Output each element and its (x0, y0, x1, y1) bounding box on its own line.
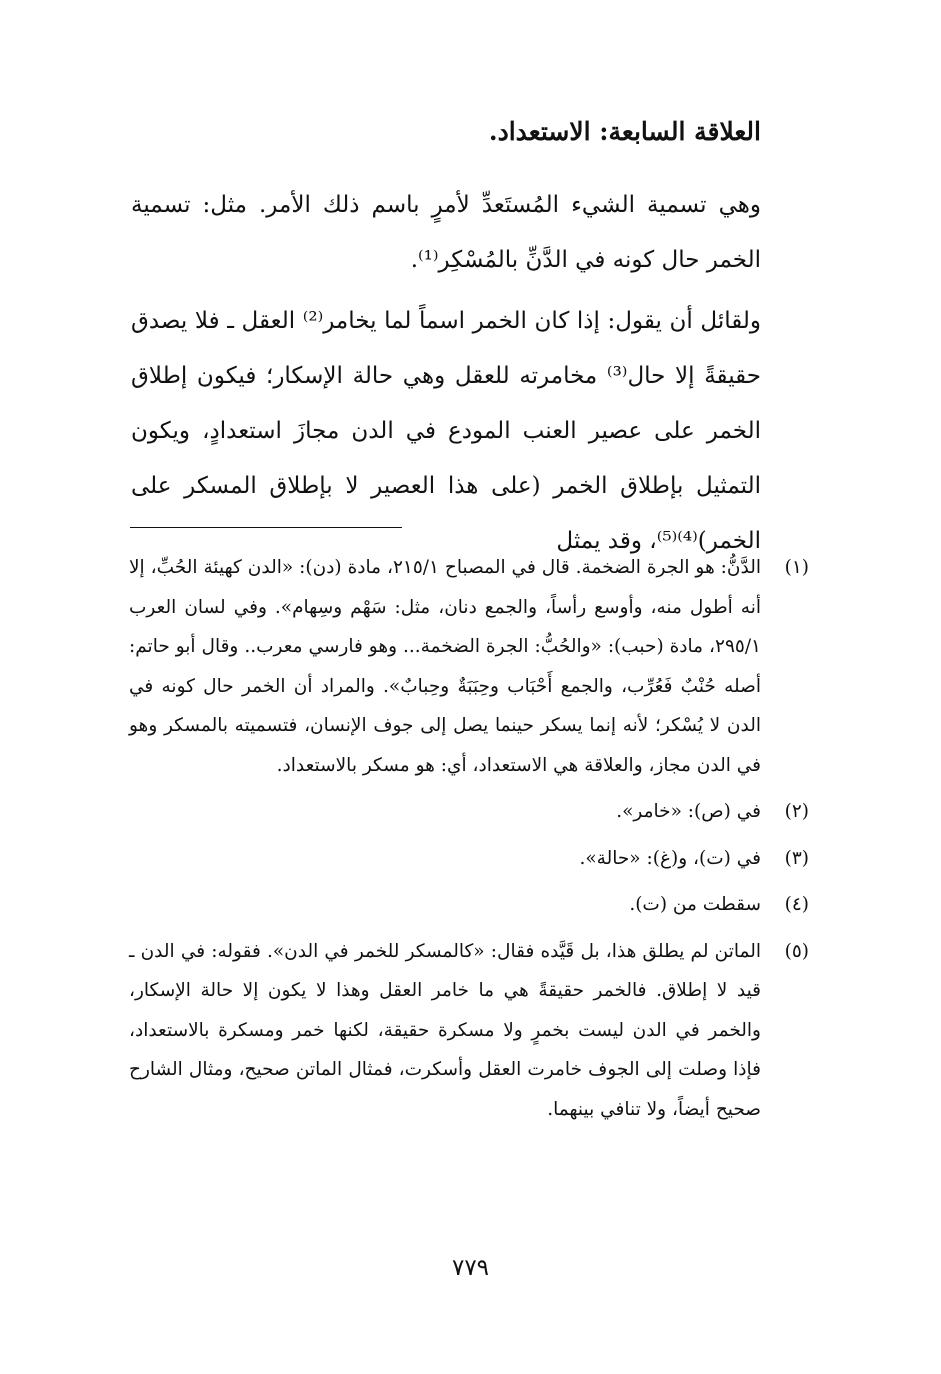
footnote-number: (٥) (784, 940, 809, 962)
footnote-5 (129, 932, 809, 1130)
body-paragraph-1: وهي تسمية الشيء المُستَعدِّ لأمرٍ باسم ذلك الأمر. مثل: تسمية الخمر حال كونه في الدَّنِّ بالمُسْكِر⁽¹⁾. (131, 192, 761, 273)
footnote-4 (129, 885, 809, 925)
footnotes-list (129, 548, 809, 1136)
footnote-number: (٣) (784, 847, 809, 869)
section-heading: العلاقة السابعة: الاستعداد. (488, 117, 761, 146)
footnote-3 (129, 839, 809, 879)
footnote-number: (١) (784, 557, 809, 578)
footnote-1 (129, 548, 809, 785)
footnote-text: الدَّنُّ: هو الجرة الضخمة. قال في المصباح ٢١٥/١، مادة (دن): «الدن كهيئة الحُبِّ، إلا أنه أطول منه، وأوسع رأساً، والجمع دنان، مثل: سَهْم وسِهام». وفي لسان العرب ٢٩٥/١، مادة (حبب): «والحُبُّ: الجرة الضخمة... وهو فارسي معرب.. وقال أبو حاتم: أصله حُنْبٌ فَعُرِّب، والجمع أَحْبَاب وحِبَبَةٌ وحِبابٌ». والمراد أن الخمر حال كونه في الدن لا يُسْكر؛ لأنه إنما يسكر حينما يصل إلى جوف الإنسان، فتسميته بالمسكر وهو في الدن مجاز، والعلاقة هي الاستعداد، أي: هو مسكر بالاستعداد. (129, 557, 761, 776)
page-number: ٧٧٩ (451, 1255, 490, 1281)
footnote-separator (130, 527, 402, 528)
body-paragraph-2: ولقائل أن يقول: إذا كان الخمر اسماً لما يخامر⁽²⁾ العقل ـ فلا يصدق حقيقةً إلا حال⁽³⁾ مخامرته للعقل وهي حالة الإسكار؛ فيكون إطلاق الخمر على عصير العنب المودع في الدن مجازَ استعدادٍ، ويكون التمثيل بإطلاق الخمر (على هذا العصير لا بإطلاق المسكر على الخمر)⁽⁴⁾⁽⁵⁾، وقد يمثل (131, 308, 761, 554)
footnote-text: الماتن لم يطلق هذا، بل قَيَّده فقال: «كالمسكر للخمر في الدن». فقوله: في الدن ـ قيد لا إطلاق. فالخمر حقيقةً هي ما خامر العقل وهذا لا يكون إلا حالة الإسكار، والخمر في الدن ليست بخمرٍ ولا مسكرة حقيقة، لكنها خمر ومسكرة بالاستعداد، فإذا وصلت إلى الجوف خامرت العقل وأسكرت، فمثال الماتن صحيح، ومثال الشارح صحيح أيضاً، ولا تنافي بينهما. (129, 940, 761, 1120)
footnote-number: (٢) (784, 801, 809, 822)
footnote-text: سقطت من (ت). (629, 894, 761, 915)
footnote-number: (٤) (784, 894, 809, 915)
footnote-2 (129, 792, 809, 832)
footnote-text: في (ت)، و(غ): «حالة». (579, 847, 761, 869)
footnote-text: في (ص): «خامر». (616, 801, 761, 822)
